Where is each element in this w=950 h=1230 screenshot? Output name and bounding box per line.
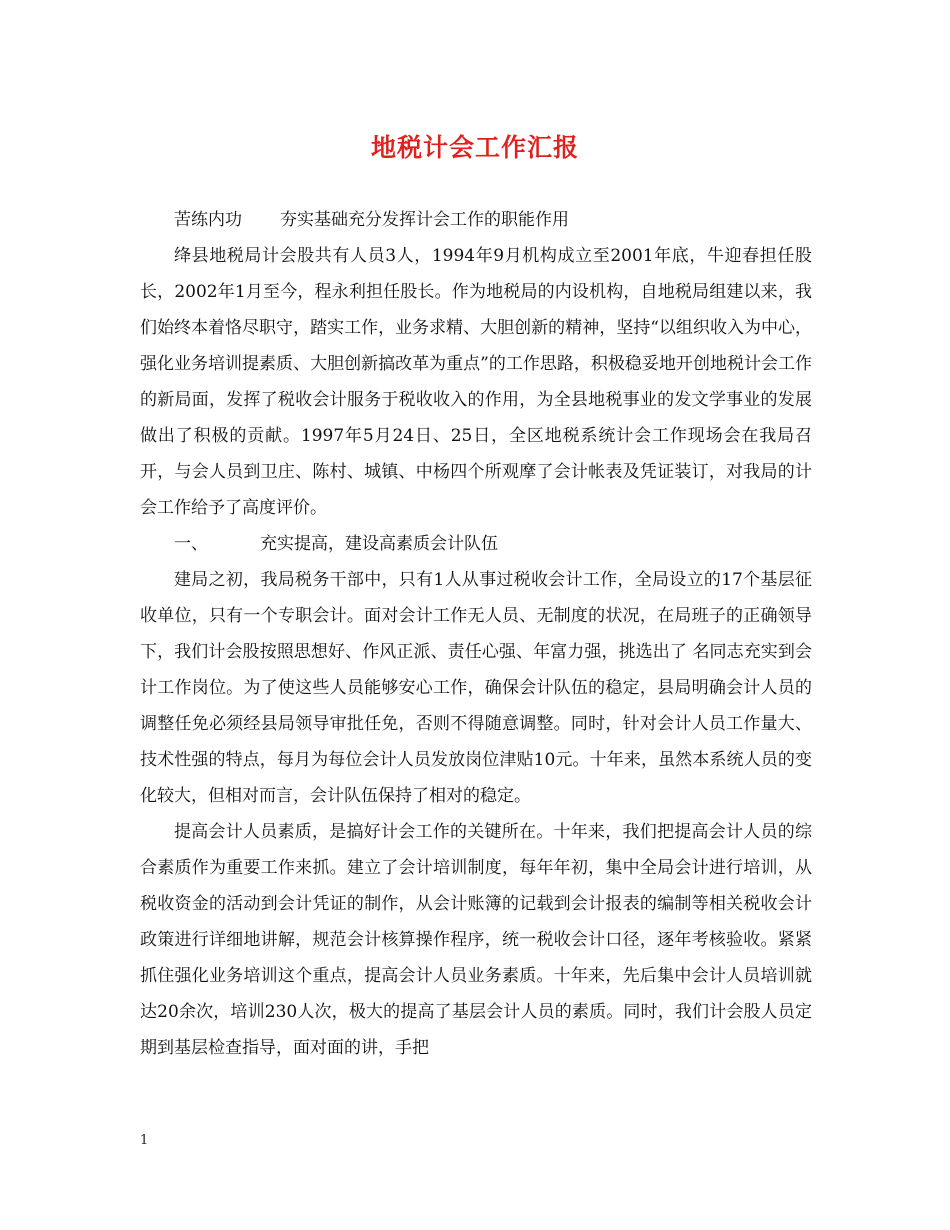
section-number: 一、 [174, 534, 208, 554]
subtitle-right: 夯实基础充分发挥计会工作的职能作用 [280, 210, 569, 230]
paragraph-2: 建局之初，我局税务干部中，只有1人从事过税收会计工作，全局设立的17个基层征收单位，只有一个专职会计。面对会计工作无人员、无制度的状况，在局班子的正确领导下，我们计会股按照思想好、作风正派、责任心强、年富力强，挑选出了 名同志充实到会计工作岗位。为了使这些人员能够安心工作，确保会计队伍的稳定，县局明确会计人员的调整任免必须经县局领导审批任免，否则不得随意调整。同时，针对会计人员工作量大、技术性强的特点，每月为每位会计人员发放岗位津贴10元。十年来，虽然本系统人员的变化较大，但相对而言，会计队伍保持了相对的稳定。 [140, 570, 812, 806]
paragraph-1: 绛县地税局计会股共有人员3人，1994年9月机构成立至2001年底，牛迎春担任股长，2002年1月至今，程永利担任股长。作为地税局的内设机构，自地税局组建以来，我们始终本着恪尽职守，踏实工作，业务求精、大胆创新的精神，坚持“以组织收入为中心，强化业务培训提素质、大胆创新搞改革为重点”的工作思路，积极稳妥地开创地税计会工作的新局面，发挥了税收会计服务于税收收入的作用，为全县地税事业的发文学事业的发展做出了积极的贡献。1997年5月24日、25日，全区地税系统计会工作现场会在我局召开，与会人员到卫庄、陈村、城镇、中杨四个所观摩了会计帐表及凭证装订，对我局的计会工作给予了高度评价。 [140, 246, 812, 518]
subtitle-line [140, 202, 812, 238]
subtitle-left: 苦练内功 [174, 210, 242, 230]
section-heading: 充实提高，建设高素质会计队伍 [260, 534, 498, 554]
page-number: 1 [140, 1133, 149, 1148]
document-title: 地税计会工作汇报 [370, 133, 579, 162]
section-heading-line [140, 526, 812, 562]
document-body [140, 202, 812, 1066]
paragraph-3: 提高会计人员素质，是搞好计会工作的关键所在。十年来，我们把提高会计人员的综合素质作为重要工作来抓。建立了会计培训制度，每年年初，集中全局会计进行培训，从税收资金的活动到会计凭证的制作，从会计账簿的记载到会计报表的编制等相关税收会计政策进行详细地讲解，规范会计核算操作程序，统一税收会计口径，逐年考核验收。紧紧抓住强化业务培训这个重点，提高会计人员业务素质。十年来，先后集中会计人员培训就达20余次，培训230人次，极大的提高了基层会计人员的素质。同时，我们计会股人员定期到基层检查指导，面对面的讲，手把 [140, 822, 812, 1058]
